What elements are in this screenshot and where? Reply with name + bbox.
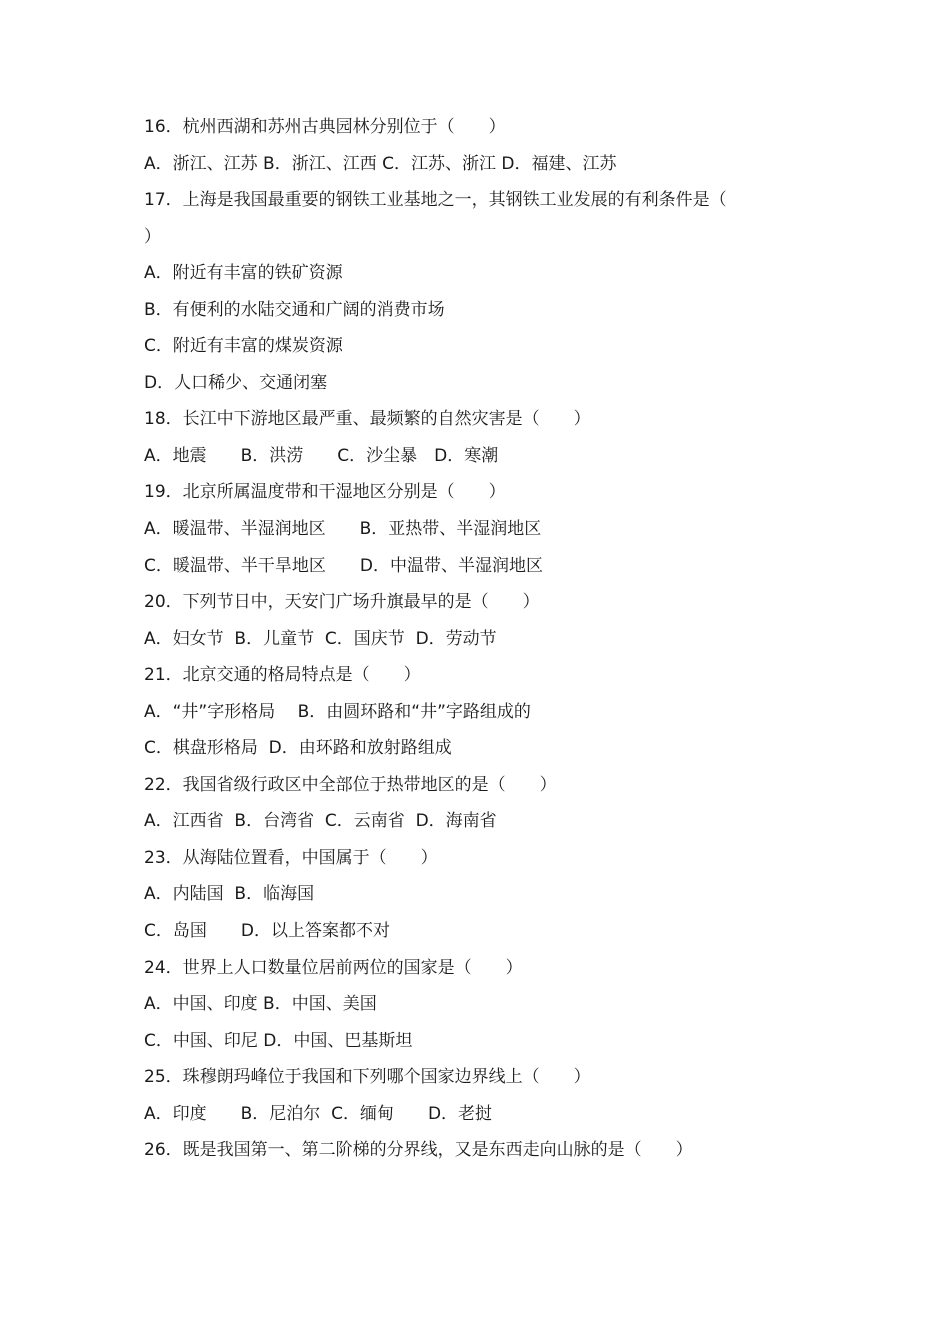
question-19-options-ab: A．暖温带、半湿润地区 B．亚热带、半湿润地区 xyxy=(144,519,542,539)
question-17-option-d: D．人口稀少、交通闭塞 xyxy=(144,373,328,393)
question-19: 19．北京所属温度带和干湿地区分别是（ ） xyxy=(144,482,506,502)
question-23: 23．从海陆位置看，中国属于（ ） xyxy=(144,848,438,868)
question-25: 25．珠穆朗玛峰位于我国和下列哪个国家边界线上（ ） xyxy=(144,1067,591,1087)
question-17-option-a: A．附近有丰富的铁矿资源 xyxy=(144,263,343,283)
question-24-options-ab: A．中国、印度 B．中国、美国 xyxy=(144,994,377,1014)
question-24: 24．世界上人口数量位居前两位的国家是（ ） xyxy=(144,958,523,978)
question-26: 26．既是我国第一、第二阶梯的分界线，又是东西走向山脉的是（ ） xyxy=(144,1140,693,1160)
question-18: 18．长江中下游地区最严重、最频繁的自然灾害是（ ） xyxy=(144,409,591,429)
question-25-options: A．印度 B．尼泊尔 C．缅甸 D．老挝 xyxy=(144,1104,493,1124)
question-23-options-ab: A．内陆国 B．临海国 xyxy=(144,884,315,904)
question-16-options: A．浙江、江苏 B．浙江、江西 C．江苏、浙江 D．福建、江苏 xyxy=(144,154,617,174)
question-23-options-cd: C．岛国 D．以上答案都不对 xyxy=(144,921,390,941)
question-17-option-c: C．附近有丰富的煤炭资源 xyxy=(144,336,343,356)
question-17: 17．上海是我国最重要的钢铁工业基地之一，其钢铁工业发展的有利条件是（ xyxy=(144,190,727,210)
question-21-options-ab: A．“井”字形格局 B．由圆环路和“井”字路组成的 xyxy=(144,702,531,722)
question-17-continuation: ） xyxy=(144,227,161,247)
question-17-option-b: B．有便利的水陆交通和广阔的消费市场 xyxy=(144,300,445,320)
question-21: 21．北京交通的格局特点是（ ） xyxy=(144,665,421,685)
question-19-options-cd: C．暖温带、半干旱地区 D．中温带、半湿润地区 xyxy=(144,556,543,576)
question-24-options-cd: C．中国、印尼 D．中国、巴基斯坦 xyxy=(144,1031,413,1051)
question-22: 22．我国省级行政区中全部位于热带地区的是（ ） xyxy=(144,775,557,795)
question-22-options: A．江西省 B．台湾省 C．云南省 D．海南省 xyxy=(144,811,497,831)
question-20: 20．下列节日中，天安门广场升旗最早的是（ ） xyxy=(144,592,540,612)
question-21-options-cd: C．棋盘形格局 D．由环路和放射路组成 xyxy=(144,738,452,758)
question-16: 16．杭州西湖和苏州古典园林分别位于（ ） xyxy=(144,117,506,137)
question-20-options: A．妇女节 B．儿童节 C．国庆节 D．劳动节 xyxy=(144,629,497,649)
question-18-options: A．地震 B．洪涝 C．沙尘暴 D．寒潮 xyxy=(144,446,499,466)
